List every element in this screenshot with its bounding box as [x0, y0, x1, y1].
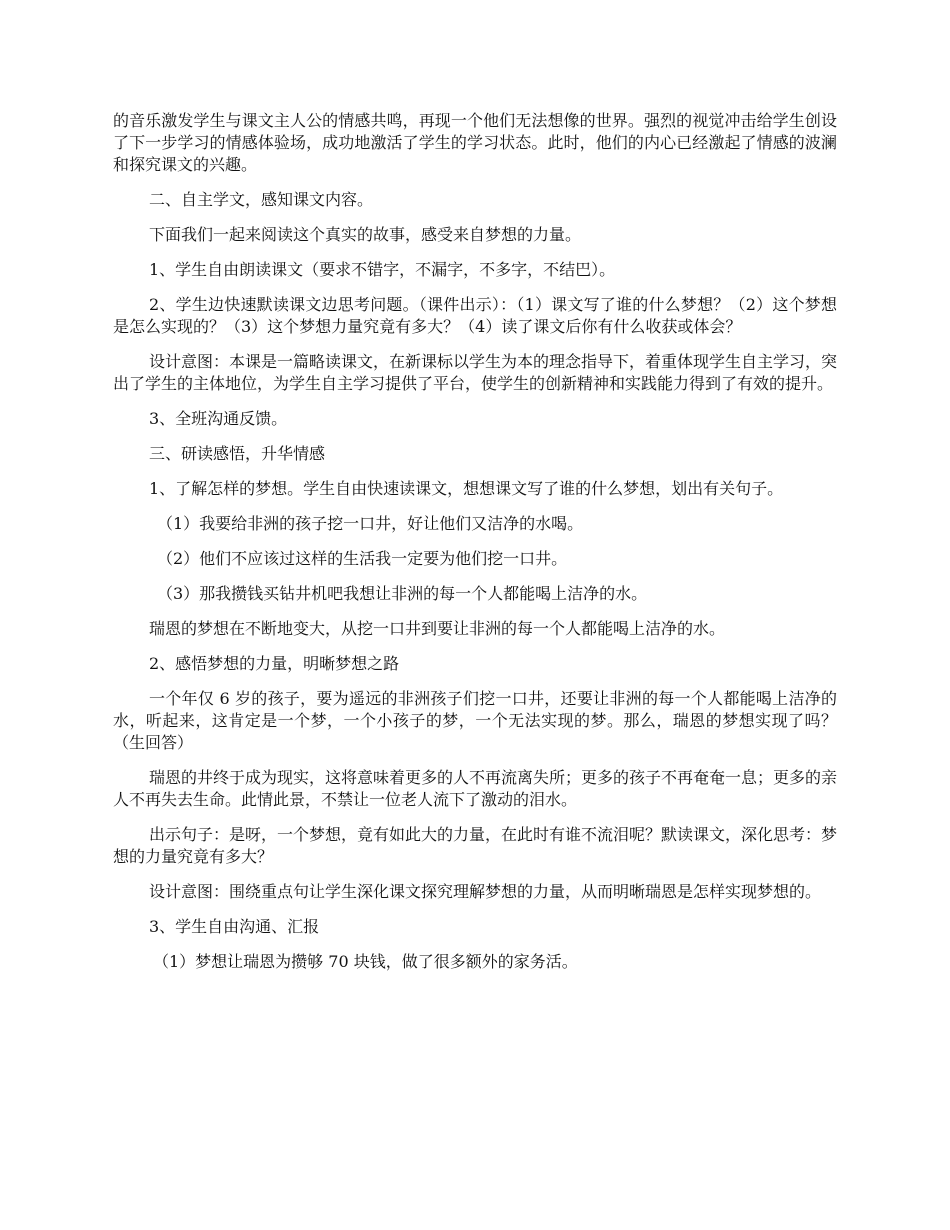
list-step-1: 1、了解怎样的梦想。学生自由快速读课文，想想课文写了谁的什么梦想，划出有关句子。 [149, 479, 784, 498]
list-step-1: 1、学生自由朗读课文（要求不错字，不漏字，不多字，不结巴）。 [149, 260, 616, 279]
answer-item-1: （1）梦想让瑞恩为攒够 70 块钱，做了很多额外的家务活。 [153, 952, 578, 971]
paragraph: 下面我们一起来阅读这个真实的故事，感受来自梦想的力量。 [149, 225, 582, 244]
list-step-3: 3、学生自由沟通、汇报 [149, 917, 320, 936]
paragraph-intro-continuation: 的音乐激发学生与课文主人公的情感共鸣，再现一个他们无法想像的世界。强烈的视觉冲击给学生创设了下一步学习的情感体验场，成功地激活了学生的学习状态。此时，他们的内心已经激起了情感的波澜和探究课文的兴趣。 [113, 111, 837, 174]
design-intent-paragraph: 设计意图：围绕重点句让学生深化课文探究理解梦想的力量，从而明晰瑞恩是怎样实现梦想的。 [149, 882, 822, 901]
quote-item-3: （3）那我攒钱买钻井机吧我想让非洲的每一个人都能喝上洁净的水。 [157, 584, 648, 603]
section-heading-2: 二、自主学文，感知课文内容。 [149, 190, 374, 209]
paragraph: 出示句子：是呀，一个梦想，竟有如此大的力量，在此时有谁不流泪呢？默读课文，深化思考：梦想的力量究竟有多大？ [113, 825, 838, 866]
list-step-2: 2、学生边快速默读课文边思考问题。（课件出示）：（1）课文写了谁的什么梦想？（2）这个梦想是怎么实现的？（3）这个梦想力量究竟有多大？（4）读了课文后你有什么收获或体会？ [113, 295, 837, 336]
list-step-2: 2、感悟梦想的力量，明晰梦想之路 [149, 654, 400, 673]
document-body [113, 110, 837, 986]
paragraph: 瑞恩的井终于成为现实，这将意味着更多的人不再流离失所；更多的孩子不再奄奄一息；更多的亲人不再失去生命。此情此景，不禁让一位老人流下了激动的泪水。 [113, 768, 838, 809]
list-step-3: 3、全班沟通反馈。 [149, 409, 288, 428]
quote-item-2: （2）他们不应该过这样的生活我一定要为他们挖一口井。 [157, 549, 568, 568]
paragraph: 一个年仅 6 岁的孩子，要为遥远的非洲孩子们挖一口井，还要让非洲的每一个人都能喝上洁净的水，听起来，这肯定是一个梦，一个小孩子的梦，一个无法实现的梦。那么，瑞恩的梦想实现了吗？（生回答） [113, 689, 837, 752]
section-heading-3: 三、研读感悟，升华情感 [149, 444, 326, 463]
paragraph: 瑞恩的梦想在不断地变大，从挖一口井到要让非洲的每一个人都能喝上洁净的水。 [149, 619, 726, 638]
design-intent-paragraph: 设计意图：本课是一篇略读课文，在新课标以学生为本的理念指导下，着重体现学生自主学习，突出了学生的主体地位，为学生自主学习提供了平台，使学生的创新精神和实践能力得到了有效的提升。 [113, 352, 838, 393]
quote-item-1: （1）我要给非洲的孩子挖一口井，好让他们又洁净的水喝。 [157, 514, 584, 533]
